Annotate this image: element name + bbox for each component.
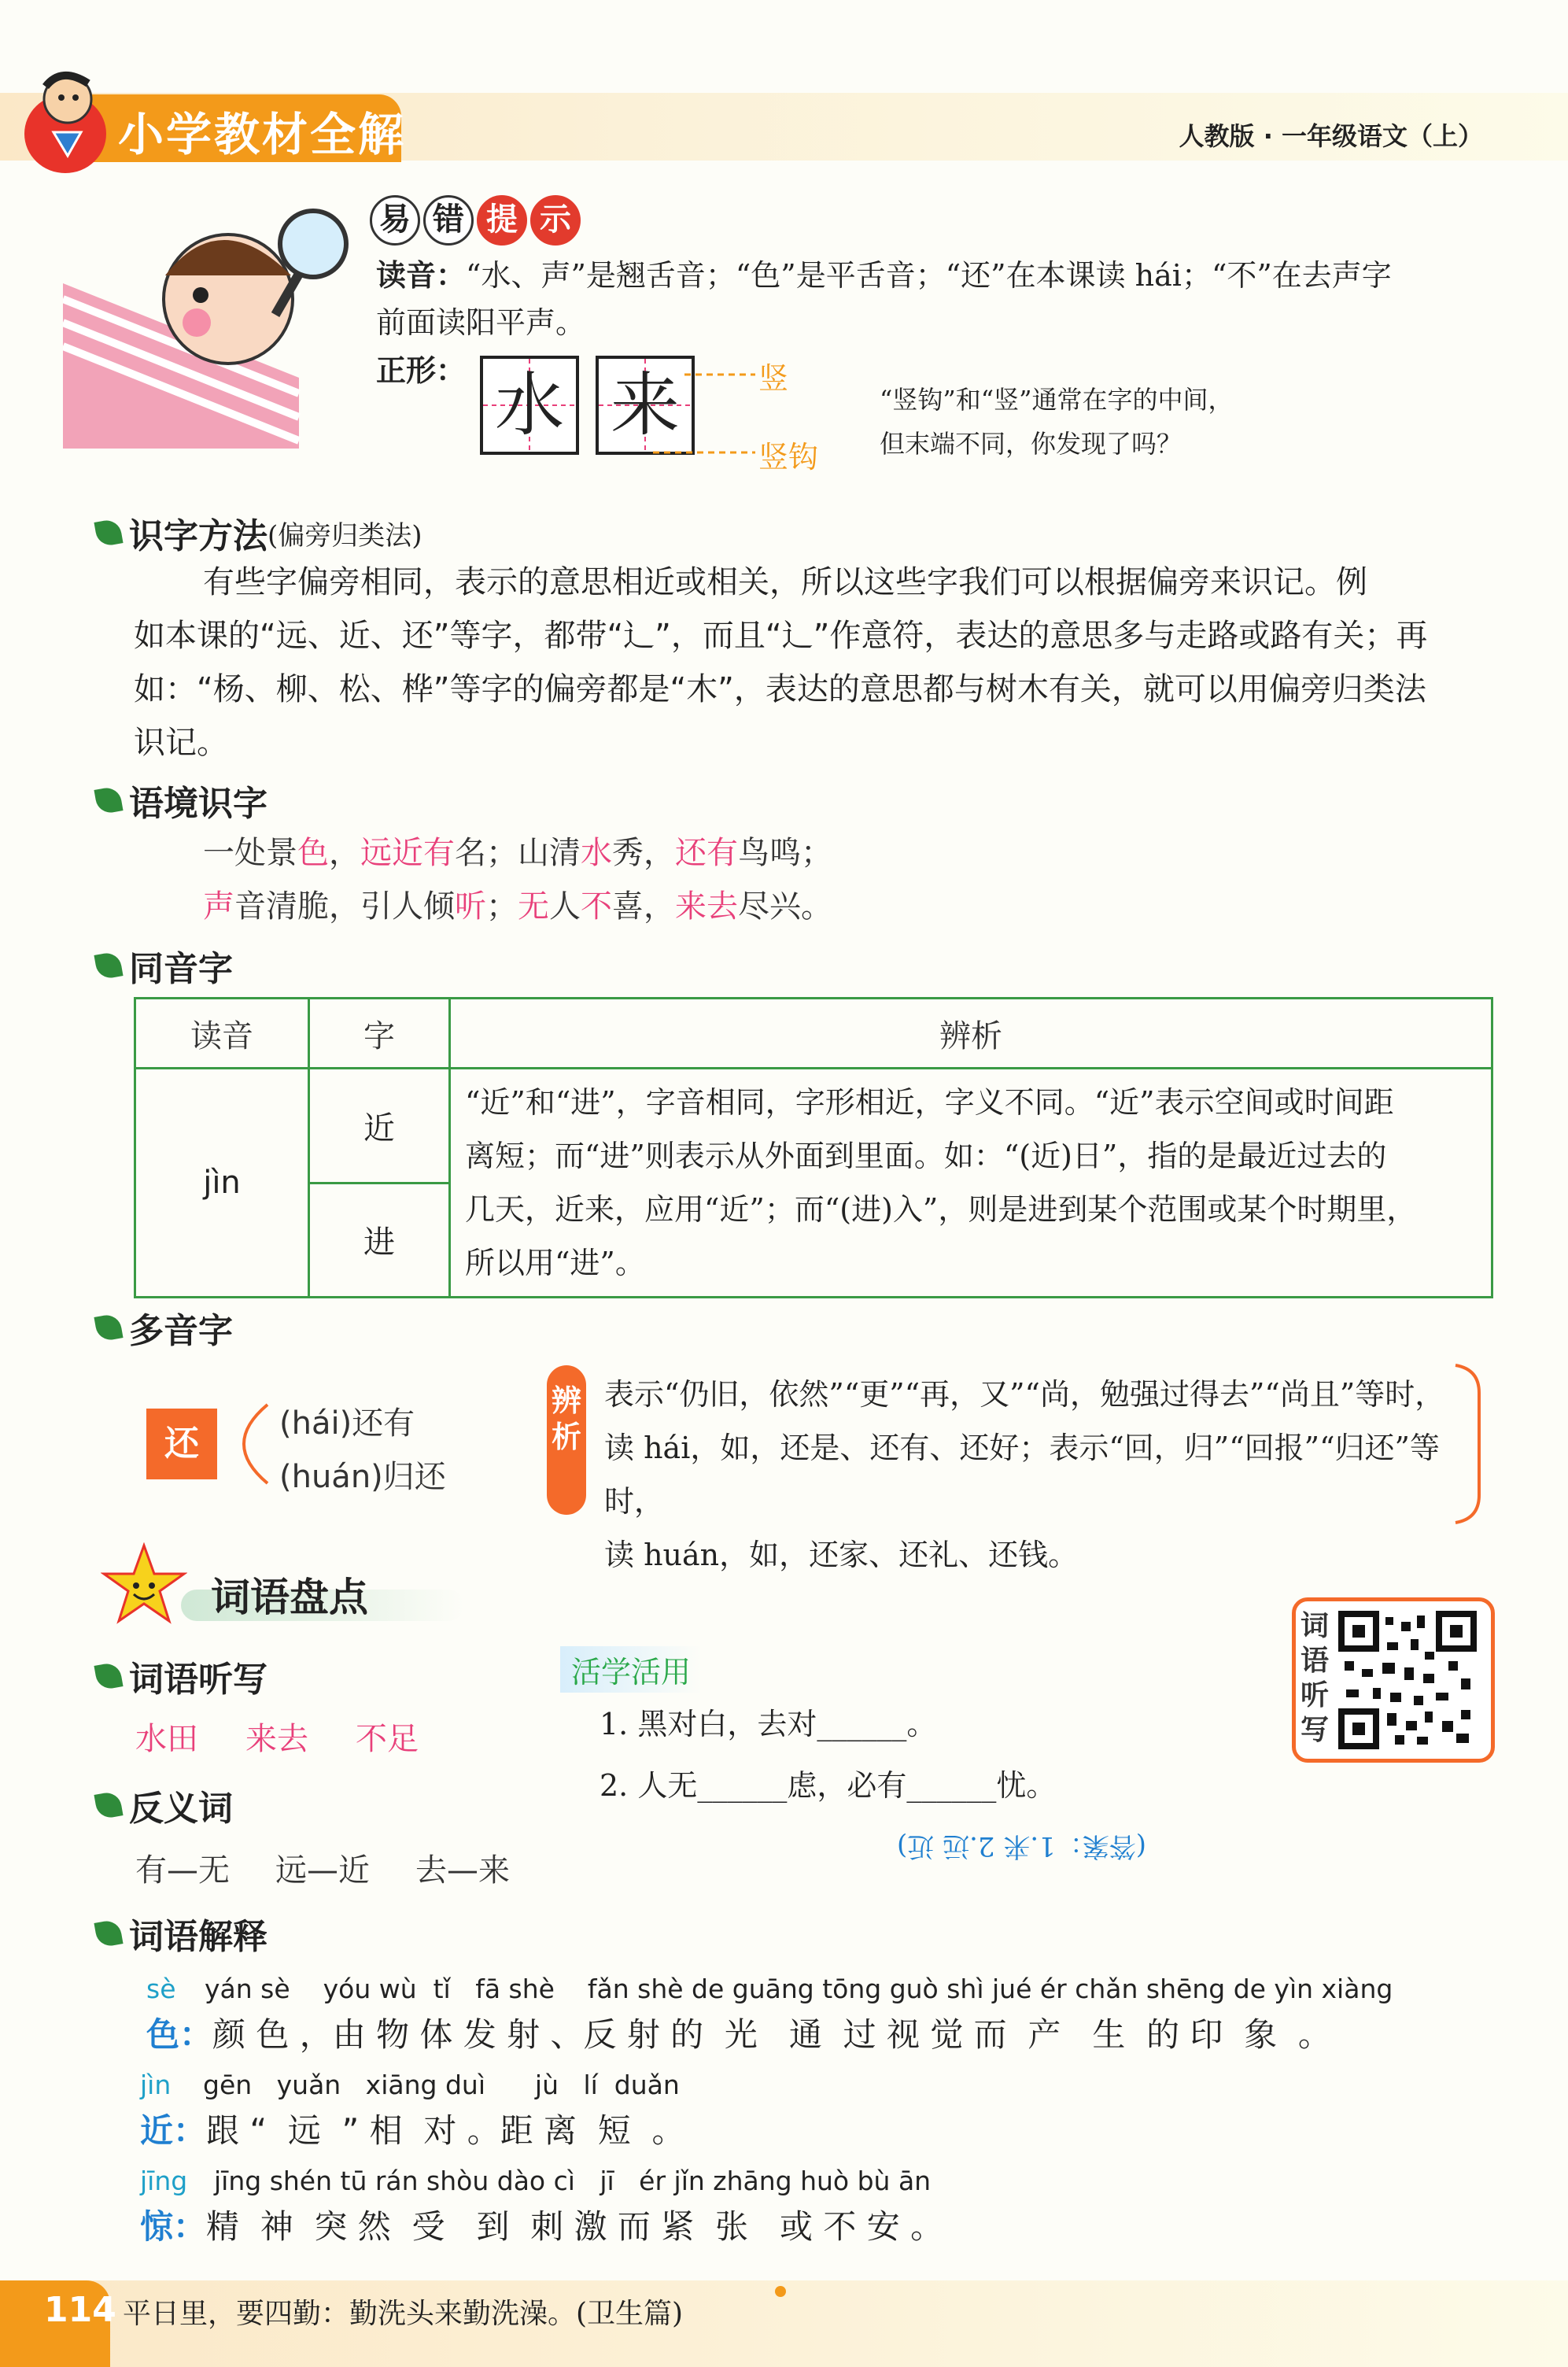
- homophone-heading-text: 同音字: [129, 949, 233, 989]
- polyphone-line: 表示“仍旧，依然”“更”“再，又”“尚，勉强过得去”“尚且”等时，: [604, 1377, 1445, 1412]
- leaf-icon: [94, 1790, 123, 1819]
- polyphone-heading: [96, 1302, 233, 1353]
- leaf-icon: [94, 1313, 123, 1342]
- dictation-word: 来去: [245, 1721, 308, 1757]
- ctx-seg: ，: [329, 835, 360, 871]
- explain-pinyin-3: [140, 2166, 187, 2196]
- reading-hai: (hái)还有: [279, 1405, 415, 1442]
- ctx-seg: 水: [581, 835, 612, 871]
- cell-char-1: 近: [309, 1069, 450, 1184]
- ctx-seg: 无: [518, 888, 549, 925]
- analysis-line: 几天，近来，应用“近”；而“(进)入”，则是进到某个范围或某个时期里，: [465, 1192, 1417, 1227]
- context-heading: [96, 775, 267, 825]
- explain-word: 近：: [140, 2111, 207, 2150]
- ctx-seg: 人: [549, 888, 581, 925]
- reading-huan: (huán)归还: [279, 1459, 446, 1495]
- reading-tip: [376, 252, 1493, 346]
- tips-title-char: 示: [530, 195, 581, 246]
- reading-text-2: 前面读阳平声。: [376, 305, 586, 340]
- tips-title-char: 错: [423, 195, 474, 246]
- star-icon: [101, 1542, 187, 1629]
- col-reading: 读音: [135, 999, 309, 1069]
- reading-text-1: “水、声”是翘舌音；“色”是平舌音；“还”在本课读 hái；“不”在去声字: [466, 258, 1392, 293]
- homophone-heading: [96, 940, 233, 991]
- cell-analysis: [450, 1069, 1492, 1298]
- qr-label-char: 语: [1301, 1645, 1330, 1677]
- ctx-seg: 听: [455, 888, 486, 925]
- qr-label-char: 听: [1301, 1679, 1330, 1712]
- homophone-table: [134, 997, 1493, 1298]
- dictation-word: 不足: [356, 1721, 419, 1757]
- practice-q2: 2. 人无______虑，必有______忧。: [600, 1768, 1057, 1803]
- dictation-heading: [96, 1651, 267, 1701]
- method-heading: [96, 508, 422, 558]
- analysis-line: “近”和“进”，字音相同，字形相近，字义不同。“近”表示空间或时间距: [465, 1085, 1394, 1120]
- ctx-seg: 远近有: [360, 835, 455, 871]
- method-heading-text: 识字方法: [129, 516, 267, 556]
- mascot-icon: [6, 61, 124, 179]
- explain-word: 色：: [146, 2015, 213, 2054]
- explain-pinyin-1-line: yán sè yóu wù tǐ fā shè fǎn shè de guāng tōng guò shì jué ér chǎn shēng de yìn xiàng: [205, 1974, 1393, 2004]
- polyphone-explain: [604, 1368, 1462, 1582]
- method-line: 如：“杨、柳、松、桦”等字的偏旁都是“木”，表达的意思都与树木有关，就可以用偏旁归类法: [134, 671, 1426, 707]
- explain-def-text: 精 神 突 然 受 到 刺 激 而 紧 张 或 不 安 。: [206, 2207, 944, 2246]
- edition-label: 人教版 · 一年级语文（上）: [1179, 121, 1483, 151]
- explain-word-pinyin: sè: [146, 1974, 176, 2004]
- table-row: [135, 1069, 1492, 1184]
- leaf-icon: [94, 1918, 123, 1948]
- explain-word-pinyin: jīng: [140, 2166, 188, 2196]
- antonym-list: [135, 1845, 510, 1890]
- table-header-row: [135, 999, 1492, 1069]
- polyphone-line: 读 hái，如，还是、还有、还好；表示“回，归”“回报”“归还”等时，: [604, 1431, 1440, 1519]
- col-analysis: 辨析: [450, 999, 1492, 1069]
- shape-char-2: 来: [610, 364, 680, 445]
- leaf-icon: [94, 951, 123, 980]
- ctx-seg: 音清脆，引人倾: [234, 888, 455, 925]
- vocab-banner: 词语盘点: [211, 1575, 368, 1620]
- practice-answer: (答案：1.来 2.远 近): [897, 1830, 1147, 1862]
- dictation-words: [135, 1714, 419, 1759]
- polyphone-line: 读 huán，如，还家、还礼、还钱。: [604, 1538, 1079, 1572]
- antonym-pair: 去—来: [415, 1852, 510, 1889]
- reading-label: 读音：: [376, 257, 467, 293]
- ctx-seg: 尽兴。: [738, 888, 832, 925]
- brand-title: 小学教材全解: [118, 108, 407, 161]
- practice-q1: 1. 黑对白，去对______。: [600, 1707, 937, 1741]
- context-heading-text: 语境识字: [129, 784, 267, 824]
- explain-word-pinyin: jìn: [140, 2070, 172, 2100]
- method-line: 识记。: [134, 725, 228, 761]
- tips-title-char: 易: [370, 195, 420, 246]
- practice-title: 活学活用: [560, 1646, 702, 1693]
- leaf-icon: [94, 785, 123, 814]
- ctx-seg: 喜，: [612, 888, 675, 925]
- tips-title: [370, 195, 584, 246]
- ctx-seg: ；: [486, 888, 518, 925]
- ctx-seg: 色: [297, 835, 329, 871]
- explain-def-2: [140, 2105, 684, 2152]
- qr-code-icon[interactable]: [1338, 1611, 1477, 1749]
- explain-def-text: 跟 “ 远 ” 相 对 。距 离 短 。: [206, 2111, 685, 2150]
- dictation-heading-text: 词语听写: [129, 1660, 267, 1700]
- ctx-seg: 名；山清: [455, 835, 581, 871]
- antonym-pair: 远—近: [275, 1852, 370, 1889]
- explain-heading: [96, 1908, 267, 1959]
- polyphone-readings: [279, 1397, 446, 1504]
- analysis-line: 离短；而“进”则表示从外面到里面。如：“(近)日”，指的是最近过去的: [465, 1139, 1387, 1173]
- stroke-vertical-label: 竖: [758, 361, 789, 396]
- cell-pinyin: jìn: [135, 1069, 309, 1298]
- tips-title-char: 提: [477, 195, 527, 246]
- qr-card: [1292, 1597, 1495, 1763]
- explain-def-text: 颜 色 ，由 物 体 发 射 、反 射 的 光 通 过 视 觉 而 产 生 的 印 象 。: [212, 2015, 1331, 2054]
- ctx-seg: 鸟鸣；: [738, 835, 832, 871]
- leaf-icon: [94, 1661, 123, 1690]
- ctx-seg: 不: [581, 888, 612, 925]
- method-heading-sub: (偏旁归类法): [267, 519, 422, 552]
- method-line: 有些字偏旁相同，表示的意思相近或相关，所以这些字我们可以根据偏旁来识记。例: [203, 564, 1367, 600]
- ctx-seg: 一处景: [203, 835, 297, 871]
- stroke-hook-label: 竖钩: [758, 440, 819, 475]
- qr-label-char: 写: [1301, 1714, 1330, 1746]
- stroke-pointer-lines: [653, 362, 763, 472]
- footer-motto: 平日里，要四勤：勤洗头来勤洗澡。(卫生篇): [123, 2298, 684, 2330]
- stroke-note-1: “竖钩”和“竖”通常在字的中间，: [880, 385, 1234, 415]
- antonym-heading-text: 反义词: [129, 1789, 233, 1829]
- method-body: [134, 556, 1503, 770]
- context-line-2: [203, 880, 832, 933]
- polyphone-heading-text: 多音字: [129, 1311, 233, 1351]
- analysis-line: 所以用“进”。: [465, 1246, 645, 1280]
- explain-def-3: [140, 2201, 943, 2248]
- explain-def-1: [146, 2009, 1331, 2056]
- ctx-seg: 声: [203, 888, 234, 925]
- col-char: 字: [309, 999, 450, 1069]
- explain-heading-text: 词语解释: [129, 1917, 267, 1957]
- explain-pinyin-1: [146, 1974, 176, 2004]
- ctx-seg: 秀，: [612, 835, 675, 871]
- cell-char-2: 进: [309, 1183, 450, 1298]
- explain-pinyin-2: [140, 2070, 171, 2100]
- antonym-pair: 有—无: [135, 1852, 230, 1889]
- qr-label-char: 词: [1301, 1610, 1330, 1642]
- analysis-tag: 辨析: [547, 1365, 586, 1515]
- shape-label: 正形：: [376, 353, 467, 388]
- antonym-heading: [96, 1780, 233, 1830]
- explain-pinyin-3-line: jīng shén tū rán shòu dào cì jī ér jǐn zhāng huò bù ān: [214, 2166, 932, 2196]
- branch-bracket: [212, 1401, 275, 1487]
- char-box-water: [480, 356, 579, 455]
- explain-pinyin-2-line: gēn yuǎn xiāng duì jù lí duǎn: [203, 2070, 680, 2100]
- dictation-word: 水田: [135, 1721, 198, 1757]
- footer-dot: [775, 2286, 786, 2297]
- shape-char-1: 水: [494, 364, 564, 445]
- polyphone-char-box: 还: [146, 1409, 217, 1479]
- leaf-icon: [94, 518, 123, 547]
- context-line-1: [203, 826, 832, 880]
- ctx-seg: 来去: [675, 888, 738, 925]
- explain-word: 惊：: [140, 2207, 207, 2246]
- page-number: 114: [44, 2290, 116, 2330]
- qr-label: [1301, 1609, 1329, 1748]
- ctx-seg: 还有: [675, 835, 738, 871]
- girl-magnifier-icon: [63, 189, 362, 449]
- method-line: 如本课的“远、近、还”等字，都带“辶”，而且“辶”作意符，表达的意思多与走路或路有关；再: [134, 618, 1428, 654]
- stroke-note-2: 但末端不同，你发现了吗？: [880, 429, 1182, 459]
- stroke-note: [880, 378, 1233, 466]
